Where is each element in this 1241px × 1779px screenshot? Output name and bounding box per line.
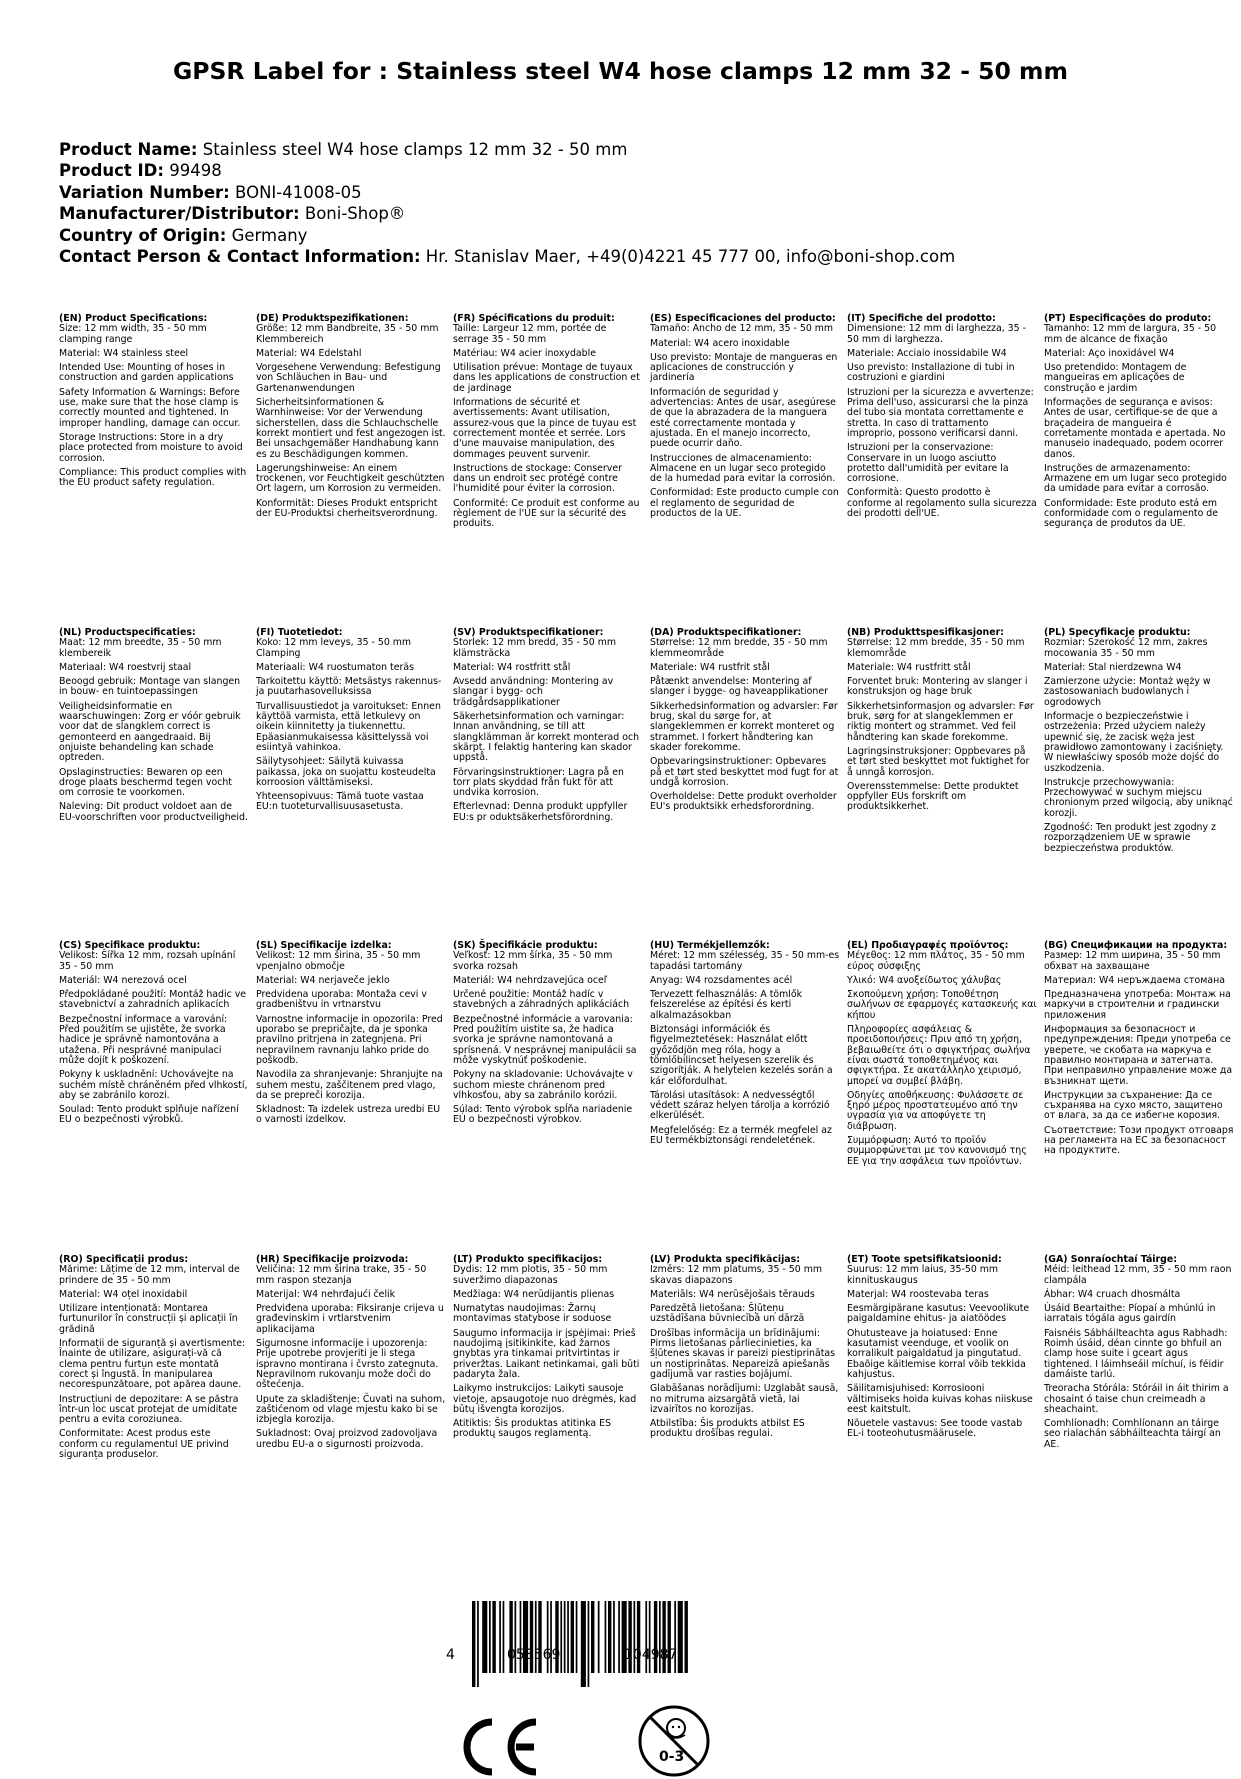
spec-paragraph: Instrucciones de almacenamiento: Almacene en un lugar seco protegido de la humedad para evitar la corrosión. <box>650 452 836 485</box>
spec-block <box>1044 314 1234 534</box>
spec-paragraph: Matériau: W4 acier inoxydable <box>453 347 596 359</box>
spec-block <box>453 1255 643 1444</box>
spec-paragraph: Avsedd användning: Montering av slangar i bygg- och trädgårdsapplikationer <box>453 676 614 708</box>
barcode-first-digit: 4 <box>446 1647 455 1663</box>
spec-paragraph: Izmērs: 12 mm platums, 35 - 50 mm skavas diapazons <box>650 1264 822 1286</box>
spec-paragraph: Størrelse: 12 mm bredde, 35 - 50 mm klemmeområde <box>650 637 828 659</box>
product-info-label: Manufacturer/Distributor: <box>59 204 300 224</box>
spec-paragraph: Lagringsinstruksjoner: Oppbevares på et tørt sted beskyttet mot fuktighet for å unngå korrosjon. <box>847 745 1030 778</box>
barcode-bar <box>477 1601 479 1687</box>
spec-paragraph: Veľkosť: 12 mm šírka, 35 - 50 mm svorka rozsah <box>453 950 613 972</box>
spec-paragraph: Safety Information & Warnings: Before use, make sure that the hose clamp is correctly mounted and tightened. In improper handling, damage can occur. <box>59 386 241 429</box>
barcode-bar <box>560 1601 562 1673</box>
spec-paragraph: Size: 12 mm width, 35 - 50 mm clamping range <box>59 323 207 345</box>
spec-paragraph: Biztonsági információk és figyelmeztetések: Használat előtt győződjön meg róla, hogy a tömlőbilincset helyesen szerelik és szigorítják. A helytelen kezelés során a kár előfordulhat. <box>650 1024 833 1087</box>
spec-paragraph: Pokyny k uskladnění: Uchovávejte na suchém místě chráněném před vlhkostí, aby se zabránilo korozi. <box>59 1069 248 1101</box>
barcode-bar <box>492 1601 495 1673</box>
spec-block <box>847 1255 1037 1444</box>
barcode-bar <box>567 1601 569 1673</box>
spec-paragraph: Suurus: 12 mm laius, 35-50 mm kinnituskaugus <box>847 1264 999 1286</box>
spec-paragraph: Sukladnost: Ovaj proizvod zadovoljava uredbu EU-a o sigurnosti proizvoda. <box>256 1428 438 1450</box>
spec-paragraph: Bezpečnostné informácie a varovania: Pred použitím uistite sa, že hadica svorka je správne namontovaná a sprísnená. V nesprávnej manipulácii sa môže vyskytnúť poškodenie. <box>453 1013 637 1066</box>
spec-paragraph: Säilitamisjuhised: Korrosiooni vältimiseks hoida kuivas kohas niiskuse eest kaitstult. <box>847 1383 1033 1415</box>
spec-paragraph: Instrucțiuni de depozitare: A se păstra într-un loc uscat protejat de umiditate pentru a evita coroziunea. <box>59 1393 239 1426</box>
barcode-bar <box>576 1601 578 1673</box>
barcode-bar <box>581 1601 586 1687</box>
spec-paragraph: Informations de sécurité et avertissements: Avant utilisation, assurez-vous que la pince de tuyau est correctement montée et serrée. Lors d'une mauvaise manipulation, des dommages peuvent survenir. <box>453 397 637 460</box>
spec-paragraph: Opbevaringsinstruktioner: Opbevares på et tørt sted beskyttet mod fugt for at undgå korrosion. <box>650 756 839 788</box>
spec-paragraph: Taille: Largeur 12 mm, portée de serrage 35 - 50 mm <box>453 323 607 345</box>
spec-paragraph: Tamaño: Ancho de 12 mm, 35 - 50 mm <box>650 323 834 335</box>
spec-paragraph: Instrukcje przechowywania: Przechowywać w suchym miejscu chronionym przed wilgocią, aby uniknąć korozji. <box>1044 776 1233 819</box>
spec-paragraph: Forventet bruk: Montering av slanger i konstruksjon og hage bruk <box>847 676 1028 698</box>
spec-paragraph: Sicherheitsinformationen & Warnhinweise: Vor der Verwendung sicherstellen, dass die Schlauchschelle korrekt montiert und fest angezogen ist. Bei unsachgemäßer Handhabung kann es zu Beschädigungen kommen. <box>256 397 446 460</box>
spec-paragraph: Material: W4 Edelstahl <box>256 347 362 359</box>
product-info-label: Variation Number: <box>59 182 230 202</box>
spec-heading: (ES) Especificaciones del producto: <box>650 313 836 324</box>
barcode-right-group: 104987 <box>624 1647 678 1663</box>
age-warning-0-3-icon <box>636 1703 712 1779</box>
spec-paragraph: Säkerhetsinformation och varningar: Innan användning, se till att slangklämman är korrekt monterad och skärpt. I felaktig hantering kan skador uppstå. <box>453 711 640 764</box>
spec-paragraph: Materijal: W4 nehrđajući čelik <box>256 1288 396 1300</box>
spec-paragraph: Tamanho: 12 mm de largura, 35 - 50 mm de alcance de fixação <box>1044 323 1217 345</box>
spec-paragraph: Skladnost: Ta izdelek ustreza uredbi EU o varnosti izdelkov. <box>256 1104 441 1126</box>
spec-heading: (DE) Produktspezifikationen: <box>256 313 409 324</box>
spec-paragraph: Treoracha Stórála: Stóráil in áit thirim a chosaint ó taise chun creimeadh a sheachaint. <box>1044 1383 1229 1415</box>
spec-heading: (PT) Especificações do produto: <box>1044 313 1212 324</box>
spec-paragraph: Σκοπούμενη χρήση: Τοποθέτηση σωλήνων σε εφαρμογές κατασκευής και κήπου <box>847 989 1037 1021</box>
spec-paragraph: Méid: leithead 12 mm, 35 - 50 mm raon clampála <box>1044 1264 1232 1286</box>
spec-paragraph: Material: W4 acero inoxidable <box>650 337 790 349</box>
product-info-row <box>59 160 955 181</box>
spec-block <box>847 941 1037 1171</box>
spec-paragraph: Materiaali: W4 ruostumaton teräs <box>256 661 414 673</box>
spec-paragraph: Sigurnosne informacije i upozorenja: Prije upotrebe provjeriti je li stega ispravno montirana i čvrsto zategnuta. Nepravilnom rukovanju može doći do oštećenja. <box>256 1338 439 1391</box>
spec-paragraph: Material: W4 rostfritt stål <box>453 661 571 673</box>
spec-paragraph: Uso previsto: Montaje de mangueras en aplicaciones de construcción y jardinería <box>650 351 838 384</box>
spec-heading: (NB) Produkttspesifikasjoner: <box>847 627 1004 638</box>
spec-heading: (FR) Spécifications du produit: <box>453 313 615 324</box>
product-info-label: Product Name: <box>59 140 198 159</box>
spec-paragraph: Upute za skladištenje: Čuvati na suhom, zaštićenom od vlage mjestu kako bi se izbjegla korozija. <box>256 1393 446 1426</box>
spec-paragraph: Atitiktis: Šis produktas atitinka ES produktų saugos reglamentą. <box>453 1418 612 1440</box>
barcode-bar <box>618 1601 620 1673</box>
product-info-row <box>59 139 955 160</box>
spec-block <box>847 628 1037 817</box>
spec-paragraph: Materiaal: W4 roestvrij staal <box>59 661 192 673</box>
spec-block <box>650 1255 840 1444</box>
barcode-bar <box>503 1601 505 1673</box>
spec-paragraph: Sikkerhetsinformasjon og advarsler: Før bruk, sørg for at slangeklemmen er riktig montert og strammet. Ved feil håndtering kan skade forekomme. <box>847 700 1034 743</box>
spec-heading: (FI) Tuotetiedot: <box>256 627 343 638</box>
spec-paragraph: Lagerungshinweise: An einem trockenen, vor Feuchtigkeit geschützten Ort lagern, um Korrosion zu vermeiden. <box>256 462 445 495</box>
spec-paragraph: Určené použitie: Montáž hadíc v stavebných a záhradných aplikáciách <box>453 989 630 1011</box>
spec-paragraph: Paredzētā lietošana: Šļūteņu uzstādīšana būvniecībā un dārzā <box>650 1303 805 1325</box>
spec-heading: (SK) Špecifikácie produktu: <box>453 940 598 951</box>
spec-paragraph: Maat: 12 mm breedte, 35 - 50 mm klembereik <box>59 637 222 659</box>
spec-block <box>59 941 249 1130</box>
spec-paragraph: Säilytysohjeet: Säilytä kuivassa paikassa, joka on suojattu kosteudelta korroosion välttämiseksi. <box>256 756 436 788</box>
spec-paragraph: Saugumo informacija ir įspėjimai: Prieš naudojimą įsitikinkite, kad žarnos gnybtas yra tinkamai pritvirtintas ir priveržtas. Laikant netinkamai, gali būti padaryta žala. <box>453 1327 640 1380</box>
spec-heading: (IT) Specifiche del prodotto: <box>847 313 996 324</box>
spec-paragraph: Instruções de armazenamento: Armazene em um lugar seco protegido da umidade para evitar a corrosão. <box>1044 462 1227 495</box>
spec-paragraph: Material: W4 nerjaveče jeklo <box>256 974 390 986</box>
spec-paragraph: Numatytas naudojimas: Žarnų montavimas statybose ir soduose <box>453 1303 612 1325</box>
spec-paragraph: Velikost: Šířka 12 mm, rozsah upínání 35 - 50 mm <box>59 950 236 972</box>
spec-paragraph: Предназначена употреба: Монтаж на маркучи в строителни и градински приложения <box>1044 989 1231 1021</box>
spec-paragraph: Инструкции за съхранение: Да се съхранява на сухо място, защитено от влага, за да се избегне корозия. <box>1044 1089 1223 1122</box>
spec-paragraph: Υλικό: W4 ανοξείδωτος χάλυβας <box>847 974 1002 986</box>
spec-paragraph: Material: W4 oțel inoxidabil <box>59 1288 188 1300</box>
spec-heading: (LT) Produkto specifikacijos: <box>453 1254 603 1265</box>
spec-paragraph: Materiál: W4 nehrdzavejúca oceľ <box>453 974 608 986</box>
spec-paragraph: Velikost: 12 mm širina, 35 - 50 mm vpenjalno območje <box>256 950 421 972</box>
spec-paragraph: Koko: 12 mm leveys, 35 - 50 mm Clamping <box>256 637 412 659</box>
spec-paragraph: Varnostne informacije in opozorila: Pred uporabo se prepričajte, da je sponka pravilno pritrjena in zategnjena. Pri nepravilnem ravnanju lahko pride do poškodb. <box>256 1013 443 1066</box>
spec-heading: (HU) Termékjellemzők: <box>650 940 770 951</box>
spec-heading: (SL) Specifikacije izdelka: <box>256 940 392 951</box>
spec-paragraph: Úsáid Beartaithe: Píopaí a mhúnlú in iarratais tógála agus gairdín <box>1044 1303 1216 1325</box>
spec-paragraph: Nõuetele vastavus: See toode vastab EL-i tooteohutusmäärusele. <box>847 1418 1023 1440</box>
spec-paragraph: Efterlevnad: Denna produkt uppfyller EU:s pr oduktsäkerhetsförordning. <box>453 801 628 823</box>
spec-paragraph: Compliance: This product complies with the EU product safety regulation. <box>59 466 247 489</box>
barcode-bar <box>472 1601 475 1687</box>
page-title: GPSR Label for : Stainless steel W4 hose clamps 12 mm 32 - 50 mm <box>172 57 1069 85</box>
spec-paragraph: Storlek: 12 mm bredd, 35 - 50 mm klämsträcka <box>453 637 616 659</box>
product-info-value: 99498 <box>169 161 222 181</box>
spec-paragraph: Conformitate: Acest produs este conform cu regulamentul UE privind siguranța produselor. <box>59 1428 229 1461</box>
spec-paragraph: Istruzioni per la conservazione: Conservare in un luogo asciutto protetto dall'umidità per evitare la corrosione. <box>847 442 1009 485</box>
spec-paragraph: Uso pretendido: Montagem de mangueiras em aplicações de construção e jardim <box>1044 362 1187 394</box>
spec-paragraph: Μέγεθος: 12 mm πλάτος, 35 - 50 mm εύρος σύσφιξης <box>847 950 1025 972</box>
spec-heading: (GA) Sonraíochtaí Táirge: <box>1044 1254 1177 1265</box>
spec-block <box>453 314 643 534</box>
spec-block <box>453 628 643 827</box>
spec-paragraph: Overensstemmelse: Dette produktet oppfyller EUs forskrift om produktsikkerhet. <box>847 780 1019 813</box>
spec-paragraph: Conformité: Ce produit est conforme au règlement de l'UE sur la sécurité des produits. <box>453 497 640 530</box>
spec-paragraph: Material: Aço inoxidável W4 <box>1044 347 1175 359</box>
spec-paragraph: Naleving: Dit product voldoet aan de EU-voorschriften voor productveiligheid. <box>59 801 248 823</box>
spec-paragraph: Tervezett felhasználás: A tömlők felszerelése az építési és kerti alkalmazásokban <box>650 989 803 1021</box>
spec-paragraph: Tarkoitettu käyttö: Metsästys rakennus- ja puutarhasovelluksissa <box>256 676 442 698</box>
spec-paragraph: Turvallisuustiedot ja varoitukset: Ennen käyttöä varmista, että letkulevy on oikein kiinnitetty ja tiukennettu. Epäasianmukaisessa käsittelyssä voi esiintyä vahinkoa. <box>256 700 441 753</box>
spec-paragraph: Dydis: 12 mm plotis, 35 - 50 mm suveržimo diapazonas <box>453 1264 608 1286</box>
spec-block <box>59 628 249 827</box>
barcode-bar <box>588 1601 590 1687</box>
spec-paragraph: Utilisation prévue: Montage de tuyaux dans les applications de construction et de jardinage <box>453 362 640 394</box>
spec-paragraph: Súlad: Tento výrobok spĺňa nariadenie EÚ o bezpečnosti výrobkov. <box>453 1104 633 1126</box>
spec-paragraph: Předpokládané použití: Montáž hadic ve stavebnictví a zahradních aplikacích <box>59 989 247 1011</box>
spec-paragraph: Soulad: Tento produkt splňuje nařízení EU o bezpečnosti výrobků. <box>59 1104 239 1126</box>
spec-heading: (DA) Produktspecifikationer: <box>650 627 802 638</box>
spec-paragraph: Οδηγίες αποθήκευσης: Φυλάσσετε σε ξηρό μέρος προστατευμένο από την υγρασία για να αποφύγετε τη διάβρωση. <box>847 1089 1024 1132</box>
spec-paragraph: Größe: 12 mm Bandbreite, 35 - 50 mm Klemmbereich <box>256 323 439 345</box>
spec-paragraph: Yhteensopivuus: Tämä tuote vastaa EU:n tuoteturvallisuusasetusta. <box>256 791 424 813</box>
barcode-bar <box>608 1601 611 1673</box>
spec-paragraph: Πληροφορίες ασφάλειας & προειδοποιήσεις: Πριν από τη χρήση, βεβαιωθείτε ότι ο σφιγκτήρας σωλήνα είναι σωστά τοποθετημένος και σφιγκτήρα. Σε ακατάλληλο χειρισμό, μπορεί να συμβεί βλάβη. <box>847 1024 1031 1087</box>
spec-paragraph: Størrelse: 12 mm bredde, 35 - 50 mm klemområde <box>847 637 1025 659</box>
spec-paragraph: Mărime: Lățime de 12 mm, interval de prindere de 35 - 50 mm <box>59 1264 240 1286</box>
barcode-bar <box>482 1601 487 1673</box>
product-info-row <box>59 246 955 267</box>
ce-mark-icon <box>458 1716 542 1778</box>
spec-heading: (HR) Specifikacije proizvoda: <box>256 1254 409 1265</box>
spec-heading: (CS) Specifikace produktu: <box>59 940 201 951</box>
spec-heading: (EN) Product Specifications: <box>59 313 208 324</box>
spec-paragraph: Påtænkt anvendelse: Montering af slanger i bygge- og haveapplikationer <box>650 676 828 698</box>
spec-paragraph: Conformità: Questo prodotto è conforme al regolamento sulla sicurezza dei prodotti dell'UE. <box>847 487 1037 520</box>
product-info-row <box>59 203 955 224</box>
spec-paragraph: Intended Use: Mounting of hoses in construction and garden applications <box>59 362 234 384</box>
spec-paragraph: Rozmiar: Szerokość 12 mm, zakres mocowania 35 - 50 mm <box>1044 637 1208 659</box>
spec-block <box>650 628 840 817</box>
spec-paragraph: Informações de segurança e avisos: Antes de usar, certifique-se de que a braçadeira de mangueira é corretamente montada e apertada. No manuseio inadequado, podem ocorrer danos. <box>1044 397 1226 460</box>
spec-paragraph: Predviđena uporaba: Fiksiranje crijeva u građevinskim i vrtlarstvenim aplikacijama <box>256 1303 444 1335</box>
spec-block <box>650 941 840 1150</box>
spec-block <box>256 628 446 817</box>
spec-paragraph: Laikymo instrukcijos: Laikyti sausoje vietoje, apsaugotoje nuo drėgmės, kad būtų išvengta korozijos. <box>453 1383 637 1415</box>
product-info-value: Hr. Stanislav Maer, +49(0)4221 45 777 00, info@boni-shop.com <box>425 247 956 267</box>
spec-block <box>847 314 1037 523</box>
product-info-label: Country of Origin: <box>59 225 227 245</box>
barcode-bar <box>564 1601 566 1673</box>
spec-paragraph: Drošības informācija un brīdinājumi: Pirms lietošanas pārliecinieties, ka šļūtenes skavas ir pareizi piestiprinātas un nostiprinātas. Nepareizā apiešanās gadījumā var rasties bojājumi. <box>650 1327 836 1380</box>
barcode-bar <box>571 1601 574 1673</box>
spec-block <box>1044 941 1234 1161</box>
spec-heading: (NL) Productspecificaties: <box>59 627 196 638</box>
product-info-row <box>59 182 955 203</box>
spec-paragraph: Comhlíonadh: Comhlíonann an táirge seo rialachán sábháilteachta táirgí an AE. <box>1044 1418 1221 1450</box>
barcode-left-group: 058569 <box>507 1647 561 1663</box>
spec-paragraph: Informații de siguranță și avertismente: Înainte de utilizare, asigurați-vă că clema pentru furtun este montată corect și îngustă. În manipularea necorespunzătoare, pot apărea daune. <box>59 1338 246 1391</box>
product-info-value: Germany <box>231 225 308 245</box>
spec-paragraph: Sikkerhedsinformation og advarsler: Før brug, skal du sørge for, at slangeklemmen er korrekt monteret og strammet. I forkert håndtering kan skader forekomme. <box>650 700 838 753</box>
spec-paragraph: Opslaginstructies: Bewaren op een droge plaats beschermd tegen vocht om corrosie te voorkomen. <box>59 766 232 799</box>
spec-paragraph: Materiale: Acciaio inossidabile W4 <box>847 347 1007 359</box>
spec-block <box>256 314 446 523</box>
product-info-label: Contact Person & Contact Information: <box>59 247 421 267</box>
spec-paragraph: Veiligheidsinformatie en waarschuwingen: Zorg er vóór gebruik voor dat de slangklem correct is gemonteerd en aangedraaid. Bij onjuiste behandeling kan schade optreden. <box>59 700 241 764</box>
spec-paragraph: Medžiaga: W4 nerūdijantis plienas <box>453 1288 615 1300</box>
spec-paragraph: Megfelelőség: Ez a termék megfelel az EU termékbiztonsági rendeletének. <box>650 1124 832 1147</box>
spec-paragraph: Material: W4 stainless steel <box>59 347 189 359</box>
barcode-bar <box>591 1601 594 1673</box>
spec-block <box>650 314 840 523</box>
spec-paragraph: Ábhar: W4 cruach dhosmálta <box>1044 1288 1181 1300</box>
spec-paragraph: Förvaringsinstruktioner: Lagra på en torr plats skyddad från fukt för att undvika korrosion. <box>453 766 624 799</box>
spec-paragraph: Atbilstība: Šis produkts atbilst ES produktu drošības regulai. <box>650 1418 805 1440</box>
spec-paragraph: Pokyny na skladovanie: Uchovávajte v suchom mieste chránenom pred vlhkosťou, aby sa zabránilo korózii. <box>453 1069 633 1101</box>
barcode-bar <box>598 1601 600 1673</box>
spec-paragraph: Utilizare intenționată: Montarea furtunurilor în construcții și aplicații în grădină <box>59 1303 238 1335</box>
spec-paragraph: Méret: 12 mm szélesség, 35 - 50 mm-es tapadási tartomány <box>650 950 840 972</box>
spec-paragraph: Uso previsto: Installazione di tubi in costruzioni e giardini <box>847 362 1015 384</box>
spec-paragraph: Ohutusteave ja hoiatused: Enne kasutamist veenduge, et voolik on korralikult paigaldatud ja pingutatud. Ebaõige käitlemise korral võib tekkida kahjustus. <box>847 1327 1026 1380</box>
spec-paragraph: Beoogd gebruik: Montage van slangen in bouw- en tuintoepassingen <box>59 676 241 698</box>
spec-paragraph: Tárolási utasítások: A nedvességtől védett száraz helyen tárolja a korrózió elkerülését. <box>650 1089 830 1122</box>
spec-paragraph: Zamierzone użycie: Montaż węży w zastosowaniach budowlanych i ogrodowych <box>1044 676 1211 708</box>
age-label: 0-3 <box>659 1749 685 1765</box>
barcode-bar <box>613 1601 615 1673</box>
spec-heading: (LV) Produkta specifikācijas: <box>650 1254 800 1265</box>
spec-heading: (BG) Спецификации на продукта: <box>1044 940 1228 951</box>
product-info-value: Stainless steel W4 hose clamps 12 mm 32 - 50 mm <box>202 140 628 159</box>
spec-paragraph: Съответствие: Този продукт отговаря на регламента на ЕС за безопасност на продуктите. <box>1044 1124 1234 1157</box>
spec-paragraph: Istruzioni per la sicurezza e avvertenze: Prima dell'uso, assicurarsi che la pinza del tubo sia montata correttamente e stretta. In caso di trattamento improprio, possono verificarsi danni. <box>847 386 1034 439</box>
product-info <box>59 139 955 267</box>
spec-heading: (ET) Toote spetsifikatsioonid: <box>847 1254 1002 1265</box>
spec-paragraph: Eesmärgipärane kasutus: Veevoolikute paigaldamine ehitus- ja aiatöödes <box>847 1303 1030 1325</box>
spec-paragraph: Materiāls: W4 nerūsējošais tērauds <box>650 1288 815 1300</box>
barcode-bar <box>489 1601 491 1673</box>
spec-heading: (EL) Προδιαγραφές προϊόντος: <box>847 940 1009 951</box>
spec-paragraph: Размер: 12 mm ширина, 35 - 50 mm обхват на захващане <box>1044 950 1221 972</box>
product-info-row <box>59 225 955 246</box>
product-info-value: Boni-Shop® <box>304 204 406 224</box>
product-info-label: Product ID: <box>59 161 164 181</box>
spec-block <box>453 941 643 1130</box>
spec-paragraph: Instructions de stockage: Conserver dans un endroit sec protégé contre l'humidité pour éviter la corrosion. <box>453 462 622 495</box>
spec-heading: (SV) Produktspecifikationer: <box>453 627 604 638</box>
spec-block <box>256 1255 446 1454</box>
spec-paragraph: Conformidade: Este produto está em conformidade com o regulamento de segurança de produtos da UE. <box>1044 497 1219 530</box>
spec-paragraph: Dimensione: 12 mm di larghezza, 35 - 50 mm di larghezza. <box>847 323 1026 345</box>
spec-paragraph: Zgodność: Ten produkt jest zgodny z rozporządzeniem UE w sprawie bezpieczeństwa produktów. <box>1044 822 1216 854</box>
spec-paragraph: Информация за безопасност и предупреждения: Преди употреба се уверете, че скобата на маркуча е правилно монтирана и затегната. При неправилно управление може да възникнат щети. <box>1044 1024 1233 1087</box>
spec-block <box>1044 628 1234 858</box>
spec-block <box>59 314 249 492</box>
spec-paragraph: Overholdelse: Dette produkt overholder EU's produktsikk erhedsforordning. <box>650 791 837 813</box>
spec-paragraph: Materiale: W4 rustfrit stål <box>650 661 770 673</box>
spec-paragraph: Conformidad: Este producto cumple con el reglamento de seguridad de productos de la UE. <box>650 487 839 520</box>
spec-heading: (RO) Specificații produs: <box>59 1254 189 1265</box>
barcode-bar <box>678 1601 683 1673</box>
spec-paragraph: Veličina: 12 mm širina trake, 35 - 50 mm raspon stezanja <box>256 1264 427 1286</box>
spec-paragraph: Materiál: W4 nerezová ocel <box>59 974 187 986</box>
spec-paragraph: Bezpečnostní informace a varování: Před použitím se ujistěte, že svorka hadice je správně namontována a utažena. Při nesprávné manipulaci může dojít k poškození. <box>59 1013 228 1066</box>
spec-block <box>1044 1255 1234 1454</box>
spec-heading: (PL) Specyfikacje produktu: <box>1044 627 1191 638</box>
spec-block <box>256 941 446 1130</box>
spec-paragraph: Материал: W4 неръждаема стомана <box>1044 974 1225 986</box>
spec-paragraph: Predvidena uporaba: Montaža cevi v gradbeništvu in vrtnarstvu <box>256 989 427 1011</box>
barcode <box>472 1601 752 1687</box>
spec-paragraph: Navodila za shranjevanje: Shranjujte na suhem mestu, zaščitenem pred vlago, da se prepreči korozija. <box>256 1069 443 1101</box>
spec-paragraph: Glabāšanas norādījumi: Uzglabāt sausā, no mitruma aizsargātā vietā, lai izvairītos no korozijas. <box>650 1383 839 1415</box>
barcode-bar <box>499 1601 501 1673</box>
spec-paragraph: Informacje o bezpieczeństwie i ostrzeżenia: Przed użyciem należy upewnić się, że zacisk węża jest prawidłowo zamontowany i zaciśnięty. W niewłaściwy sposób może dojść do uszkodzenia. <box>1044 711 1224 774</box>
barcode-bar <box>685 1601 688 1673</box>
spec-paragraph: Konformität: Dieses Produkt entspricht der EU-Produktsi cherheitsverordnung. <box>256 497 438 520</box>
spec-paragraph: Συμμόρφωση: Αυτό το προϊόν συμμορφώνεται με τον κανονισμό της ΕΕ για την ασφάλεια των προϊόντων. <box>847 1135 1027 1167</box>
barcode-bar <box>605 1601 607 1673</box>
spec-paragraph: Faisnéis Sábháilteachta agus Rabhadh: Roimh úsáid, déan cinnte go bhfuil an clamp hose suite i gceart agus tightened. I láimhseáil míchuí, is féidir damáiste tarlú. <box>1044 1327 1228 1380</box>
spec-paragraph: Información de seguridad y advertencias: Antes de usar, asegúrese de que la abrazadera de la manguera esté correctamente montada y ajustada. En el manejo incorrecto, puede ocurrir daño. <box>650 386 836 450</box>
spec-paragraph: Vorgesehene Verwendung: Befestigung von Schläuchen in Bau- und Gartenanwendungen <box>256 362 441 394</box>
spec-block <box>59 1255 249 1464</box>
spec-paragraph: Materiał: Stal nierdzewna W4 <box>1044 661 1182 673</box>
spec-paragraph: Materiale: W4 rustfritt stål <box>847 661 971 673</box>
spec-paragraph: Anyag: W4 rozsdamentes acél <box>650 974 793 986</box>
product-info-value: BONI-41008-05 <box>235 182 362 202</box>
spec-paragraph: Materjal: W4 roostevaba teras <box>847 1288 989 1300</box>
spec-paragraph: Storage Instructions: Store in a dry place protected from moisture to avoid corrosion. <box>59 431 243 464</box>
